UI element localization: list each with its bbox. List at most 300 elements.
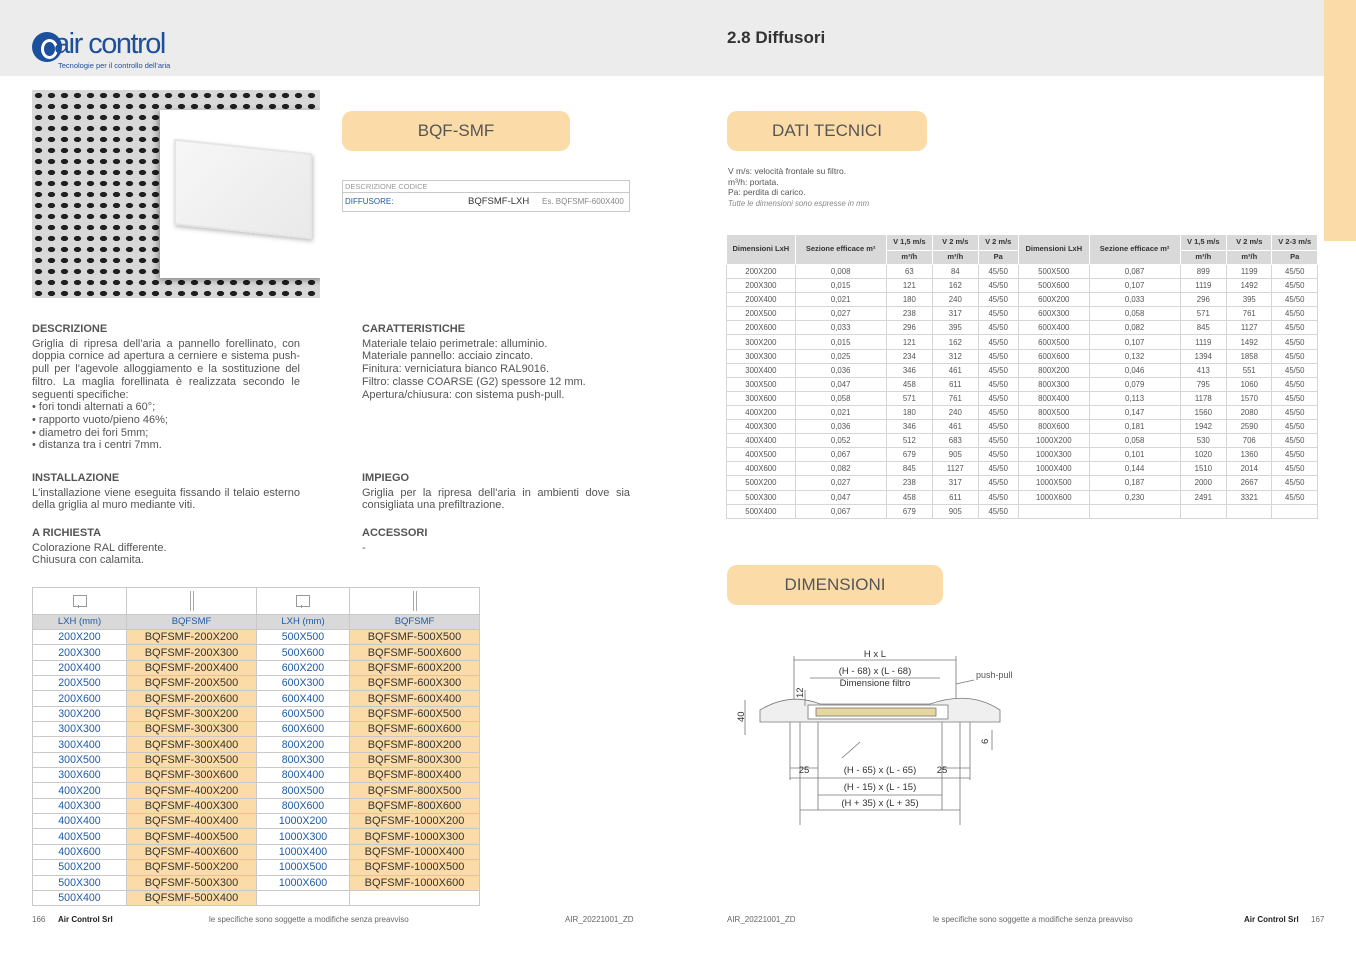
code-cell: BQFSMF-300X600 — [127, 768, 257, 783]
tech-cell: 200X400 — [727, 293, 796, 307]
dimension-cell: 600X500 — [257, 706, 350, 721]
tech-cell: 0,230 — [1089, 490, 1180, 504]
codes-table-row — [33, 890, 480, 905]
tech-cell: 761 — [1227, 307, 1272, 321]
header-band — [0, 0, 1356, 76]
tech-cell: 45/50 — [978, 293, 1018, 307]
dimension-cell: 500X300 — [33, 875, 127, 890]
dimension-cell: 300X600 — [33, 768, 127, 783]
tech-cell: 0,027 — [795, 476, 886, 490]
tech-cell: 296 — [1180, 293, 1226, 307]
tech-cell: 571 — [886, 391, 932, 405]
codes-table-row — [33, 783, 480, 798]
tech-cell: 0,052 — [795, 434, 886, 448]
tech-cell: 0,113 — [1089, 391, 1180, 405]
chapter-side-tab — [1324, 0, 1356, 241]
tech-cell: 512 — [886, 434, 932, 448]
dati-tecnici-badge: DATI TECNICI — [727, 111, 927, 151]
tech-cell: 45/50 — [978, 462, 1018, 476]
code-cell: BQFSMF-500X300 — [127, 875, 257, 890]
legend-pressure: Pa: perdita di carico. — [728, 187, 806, 197]
code-cell: BQFSMF-800X600 — [350, 798, 480, 813]
tech-header-cell: V 2 m/s — [933, 235, 978, 251]
tech-cell: 0,058 — [1089, 434, 1180, 448]
dim-label-outer: (H + 35) x (L + 35) — [841, 798, 919, 809]
tech-cell: 1510 — [1180, 462, 1226, 476]
code-cell: BQFSMF-800X500 — [350, 783, 480, 798]
tech-cell: 45/50 — [978, 476, 1018, 490]
tech-cell: 45/50 — [978, 377, 1018, 391]
tech-cell: 1570 — [1227, 391, 1272, 405]
descrizione-bullet: • fori tondi alternati a 60°; — [32, 401, 156, 414]
tech-cell: 1020 — [1180, 448, 1226, 462]
tech-header-cell: Sezione efficace m² — [1089, 235, 1180, 265]
dim-label-40: 40 — [736, 711, 747, 722]
installazione-title: INSTALLAZIONE — [32, 472, 120, 484]
tech-cell: 611 — [933, 490, 978, 504]
tech-cell: 1492 — [1227, 279, 1272, 293]
tech-cell: 0,021 — [795, 293, 886, 307]
tech-cell: 45/50 — [978, 504, 1018, 518]
frame-dimension-icon — [73, 595, 87, 607]
dimension-cell: 300X400 — [33, 737, 127, 752]
tech-cell: 2667 — [1227, 476, 1272, 490]
tech-cell: 0,015 — [795, 335, 886, 349]
legend-note: Tutte le dimensioni sono espresse in mm — [728, 198, 870, 208]
tech-cell: 45/50 — [1272, 476, 1318, 490]
product-photo — [32, 90, 320, 298]
tech-cell: 45/50 — [1272, 321, 1318, 335]
accessori-title: ACCESSORI — [362, 527, 428, 539]
tech-cell: 2590 — [1227, 420, 1272, 434]
tech-cell: 800X500 — [1018, 405, 1089, 419]
descrizione-bullet: • rapporto vuoto/pieno 46%; — [32, 413, 168, 426]
tech-table-row — [727, 335, 1318, 349]
tech-cell: 45/50 — [978, 405, 1018, 419]
tech-header-cell: V 1,5 m/s — [886, 235, 932, 251]
code-cell: BQFSMF-400X300 — [127, 798, 257, 813]
dimension-cell: 300X200 — [33, 706, 127, 721]
tech-cell: 0,033 — [795, 321, 886, 335]
code-cell: BQFSMF-300X300 — [127, 722, 257, 737]
caratteristiche-line: Finitura: verniciatura bianco RAL9016. — [362, 363, 550, 376]
dimension-cell: 600X400 — [257, 691, 350, 706]
tech-header-cell: V 2 m/s — [978, 235, 1018, 251]
tech-header-cell: Sezione efficace m² — [795, 235, 886, 265]
tech-cell — [1227, 504, 1272, 518]
tech-cell: 45/50 — [978, 349, 1018, 363]
tech-cell: 296 — [886, 321, 932, 335]
tech-header-cell: Dimensioni LxH — [1018, 235, 1089, 265]
dim-label-inner: (H - 65) x (L - 65) — [843, 765, 917, 776]
a-richiesta-title: A RICHIESTA — [32, 527, 102, 539]
dimension-cell: 1000X300 — [257, 829, 350, 844]
dimension-cell: 200X200 — [33, 630, 127, 645]
tech-cell: 317 — [933, 307, 978, 321]
tech-cell: 1000X400 — [1018, 462, 1089, 476]
tech-cell: 45/50 — [978, 420, 1018, 434]
dimension-cell: 400X600 — [33, 844, 127, 859]
tech-table-row — [727, 420, 1318, 434]
dimension-cell: 200X600 — [33, 691, 127, 706]
code-cell: BQFSMF-400X500 — [127, 829, 257, 844]
dim-label-25-right: 25 — [936, 765, 948, 776]
codes-table-row — [33, 768, 480, 783]
tech-cell: 400X400 — [727, 434, 796, 448]
codes-table-row — [33, 737, 480, 752]
impiego-section — [362, 472, 630, 512]
codes-table-row — [33, 706, 480, 721]
tech-cell: 800X300 — [1018, 377, 1089, 391]
tech-cell: 45/50 — [1272, 420, 1318, 434]
codes-table-row — [33, 676, 480, 691]
air-control-logo — [32, 30, 192, 74]
tech-cell: 1942 — [1180, 420, 1226, 434]
footer-left-notice: le specifiche sono soggette a modifiche senza preavviso — [209, 915, 409, 924]
tech-cell: 3321 — [1227, 490, 1272, 504]
codes-table-row — [33, 875, 480, 890]
product-name-badge: BQF-SMF — [342, 111, 570, 151]
tech-cell: 121 — [886, 335, 932, 349]
tech-cell: 0,067 — [795, 448, 886, 462]
tech-table-row — [727, 349, 1318, 363]
tech-table-row — [727, 391, 1318, 405]
tech-header-cell: V 2-3 m/s — [1272, 235, 1318, 251]
tech-cell: 0,025 — [795, 349, 886, 363]
tech-cell: 45/50 — [1272, 462, 1318, 476]
tech-cell: 1127 — [933, 462, 978, 476]
tech-cell: 1127 — [1227, 321, 1272, 335]
tech-cell: 45/50 — [1272, 434, 1318, 448]
tech-cell — [1272, 504, 1318, 518]
tech-cell: 45/50 — [978, 448, 1018, 462]
descrizione-section — [32, 323, 300, 452]
codes-header-cell: LXH (mm) — [33, 615, 127, 630]
tech-cell: 845 — [1180, 321, 1226, 335]
tech-cell: 1360 — [1227, 448, 1272, 462]
dimension-cell: 400X300 — [33, 798, 127, 813]
tech-cell: 679 — [886, 448, 932, 462]
dimension-cell: 600X200 — [257, 660, 350, 675]
dim-label-mid: (H - 15) x (L - 15) — [843, 782, 917, 793]
dimension-cell: 200X400 — [33, 660, 127, 675]
code-cell: BQFSMF-800X200 — [350, 737, 480, 752]
dimension-cell: 1000X400 — [257, 844, 350, 859]
tech-cell: 2000 — [1180, 476, 1226, 490]
tech-cell: 905 — [933, 448, 978, 462]
tech-cell: 180 — [886, 293, 932, 307]
tech-cell: 121 — [886, 279, 932, 293]
tech-cell: 0,144 — [1089, 462, 1180, 476]
tech-unit-cell: m³/h — [886, 251, 932, 265]
tech-cell: 45/50 — [1272, 377, 1318, 391]
dimension-cell: 600X600 — [257, 722, 350, 737]
dimension-cell: 800X400 — [257, 768, 350, 783]
tech-cell: 395 — [1227, 293, 1272, 307]
tech-cell: 0,047 — [795, 377, 886, 391]
code-cell: BQFSMF-200X300 — [127, 645, 257, 660]
code-cell: BQFSMF-600X200 — [350, 660, 480, 675]
accessori-section — [362, 527, 630, 554]
tech-cell: 1178 — [1180, 391, 1226, 405]
tech-cell: 800X400 — [1018, 391, 1089, 405]
tech-table-row — [727, 321, 1318, 335]
tech-cell — [1180, 504, 1226, 518]
tech-cell: 1000X600 — [1018, 490, 1089, 504]
tech-cell: 530 — [1180, 434, 1226, 448]
tech-cell: 45/50 — [978, 391, 1018, 405]
tech-cell: 1000X200 — [1018, 434, 1089, 448]
caratteristiche-line: Materiale pannello: acciaio zincato. — [362, 350, 534, 363]
dimension-cell: 1000X500 — [257, 860, 350, 875]
dimension-cell: 600X300 — [257, 676, 350, 691]
tech-cell: 300X300 — [727, 349, 796, 363]
dim-label-6: 6 — [980, 738, 991, 744]
tech-table-row — [727, 434, 1318, 448]
tech-cell: 45/50 — [978, 363, 1018, 377]
descrizione-text: Griglia di ripresa dell'aria a pannello forellinato, con doppia cornice ad apertura a cerniere e sistema push-pull per l'agevole alloggiamento e la sostituzione del filtro. La maglia forellinata è realizzata secondo le seguenti specifiche: — [32, 337, 300, 401]
tech-cell: 0,082 — [795, 462, 886, 476]
codes-table-row — [33, 691, 480, 706]
tech-cell: 899 — [1180, 265, 1226, 279]
tech-cell: 905 — [933, 504, 978, 518]
tech-cell: 800X600 — [1018, 420, 1089, 434]
caratteristiche-line: Apertura/chiusura: con sistema push-pull. — [362, 388, 565, 401]
section-title: 2.8 Diffusori — [727, 28, 826, 47]
grille-profile-icon — [413, 591, 417, 611]
dimension-cell: 400X200 — [33, 783, 127, 798]
code-cell: BQFSMF-400X200 — [127, 783, 257, 798]
code-cell: BQFSMF-600X400 — [350, 691, 480, 706]
tech-cell: 0,058 — [1089, 307, 1180, 321]
tech-cell: 761 — [933, 391, 978, 405]
code-box-code: BQFSMF-LXH — [468, 196, 530, 207]
tech-cell: 0,181 — [1089, 420, 1180, 434]
code-cell: BQFSMF-400X600 — [127, 844, 257, 859]
tech-table-row — [727, 279, 1318, 293]
footer-left-page: 166 — [32, 915, 46, 924]
dimension-cell: 500X500 — [257, 630, 350, 645]
tech-cell: 500X300 — [727, 490, 796, 504]
tech-cell: 500X500 — [1018, 265, 1089, 279]
tech-cell: 400X200 — [727, 405, 796, 419]
codes-table-row — [33, 860, 480, 875]
tech-cell: 238 — [886, 307, 932, 321]
tech-unit-cell: Pa — [978, 251, 1018, 265]
tech-cell: 45/50 — [1272, 307, 1318, 321]
tech-cell: 0,015 — [795, 279, 886, 293]
grille-profile-icon — [190, 591, 194, 611]
tech-cell: 300X500 — [727, 377, 796, 391]
code-cell: BQFSMF-1000X300 — [350, 829, 480, 844]
grille-icon — [174, 139, 312, 240]
tech-header-cell: V 2 m/s — [1227, 235, 1272, 251]
code-box-label: DIFFUSORE: — [345, 197, 394, 206]
tech-cell: 200X600 — [727, 321, 796, 335]
tech-cell: 45/50 — [1272, 293, 1318, 307]
tech-cell: 2014 — [1227, 462, 1272, 476]
frame-dimension-icon — [296, 595, 310, 607]
tech-cell: 461 — [933, 363, 978, 377]
tech-cell: 45/50 — [978, 307, 1018, 321]
tech-cell: 45/50 — [1272, 490, 1318, 504]
tech-cell: 1492 — [1227, 335, 1272, 349]
codes-table-row — [33, 722, 480, 737]
tech-cell: 0,087 — [1089, 265, 1180, 279]
codes-table-row — [33, 645, 480, 660]
technical-data-table — [726, 234, 1318, 519]
tech-cell: 45/50 — [1272, 349, 1318, 363]
code-cell: BQFSMF-1000X200 — [350, 814, 480, 829]
footer-left-code: AIR_20221001_ZD — [565, 915, 634, 924]
tech-cell: 600X400 — [1018, 321, 1089, 335]
dim-label-push-pull: push-pull — [976, 670, 1013, 680]
tech-cell: 461 — [933, 420, 978, 434]
tech-cell: 706 — [1227, 434, 1272, 448]
code-cell: BQFSMF-300X500 — [127, 752, 257, 767]
tech-cell: 45/50 — [978, 279, 1018, 293]
tech-header-cell: Dimensioni LxH — [727, 235, 796, 265]
tech-cell: 400X500 — [727, 448, 796, 462]
code-cell: BQFSMF-200X600 — [127, 691, 257, 706]
code-description-box — [342, 180, 630, 212]
dimension-cell: 800X500 — [257, 783, 350, 798]
tech-cell: 600X300 — [1018, 307, 1089, 321]
code-cell: BQFSMF-500X200 — [127, 860, 257, 875]
descrizione-title: DESCRIZIONE — [32, 323, 108, 335]
tech-cell: 0,008 — [795, 265, 886, 279]
tech-unit-cell: m³/h — [1227, 251, 1272, 265]
tech-cell: 200X200 — [727, 265, 796, 279]
tech-cell: 45/50 — [1272, 363, 1318, 377]
installazione-text: L'installazione viene eseguita fissando il telaio esterno della griglia al muro mediante viti. — [32, 486, 300, 512]
tech-cell: 0,107 — [1089, 279, 1180, 293]
codes-header-cell: LXH (mm) — [257, 615, 350, 630]
tech-table-row — [727, 462, 1318, 476]
caratteristiche-line: Materiale telaio perimetrale: alluminio. — [362, 337, 548, 350]
tech-cell: 600X600 — [1018, 349, 1089, 363]
tech-legend — [728, 166, 869, 209]
accessori-text: - — [362, 541, 366, 554]
tech-cell: 2080 — [1227, 405, 1272, 419]
tech-cell: 0,047 — [795, 490, 886, 504]
tech-table-row — [727, 265, 1318, 279]
tech-cell: 0,147 — [1089, 405, 1180, 419]
tech-cell: 63 — [886, 265, 932, 279]
code-cell: BQFSMF-500X600 — [350, 645, 480, 660]
tech-cell: 1394 — [1180, 349, 1226, 363]
tech-cell: 0,027 — [795, 307, 886, 321]
codes-table-row — [33, 814, 480, 829]
tech-table-row — [727, 377, 1318, 391]
codes-header-cell: BQFSMF — [350, 615, 480, 630]
tech-cell: 0,033 — [1089, 293, 1180, 307]
tech-cell: 1199 — [1227, 265, 1272, 279]
code-cell: BQFSMF-600X300 — [350, 676, 480, 691]
code-cell: BQFSMF-200X400 — [127, 660, 257, 675]
legend-velocity: V m/s: velocità frontale su filtro. — [728, 166, 847, 176]
tech-cell: 45/50 — [978, 335, 1018, 349]
tech-cell: 0,067 — [795, 504, 886, 518]
code-cell: BQFSMF-800X400 — [350, 768, 480, 783]
tech-unit-cell: m³/h — [933, 251, 978, 265]
code-cell: BQFSMF-1000X600 — [350, 875, 480, 890]
tech-table-row — [727, 476, 1318, 490]
code-cell: BQFSMF-200X200 — [127, 630, 257, 645]
tech-unit-cell: Pa — [1272, 251, 1318, 265]
dim-label-12: 12 — [795, 687, 806, 698]
tech-cell: 312 — [933, 349, 978, 363]
tech-cell: 0,101 — [1089, 448, 1180, 462]
tech-cell: 0,132 — [1089, 349, 1180, 363]
tech-unit-cell: m³/h — [1180, 251, 1226, 265]
tech-cell: 0,107 — [1089, 335, 1180, 349]
tech-cell: 845 — [886, 462, 932, 476]
tech-cell: 0,058 — [795, 391, 886, 405]
tech-cell: 1119 — [1180, 279, 1226, 293]
tech-cell: 1560 — [1180, 405, 1226, 419]
code-box-example: Es. BQFSMF-600X400 — [542, 197, 624, 206]
a-richiesta-line: Chiusura con calamita. — [32, 554, 144, 567]
tech-cell: 1000X500 — [1018, 476, 1089, 490]
footer-right-code: AIR_20221001_ZD — [727, 915, 796, 924]
codes-table-row — [33, 752, 480, 767]
tech-cell — [1018, 504, 1089, 518]
product-codes-table — [32, 587, 480, 906]
product-panel-image — [160, 110, 320, 278]
logo-tagline: Tecnologie per il controllo dell'aria — [58, 61, 171, 70]
impiego-title: IMPIEGO — [362, 472, 410, 484]
tech-table-row — [727, 490, 1318, 504]
code-cell: BQFSMF-200X500 — [127, 676, 257, 691]
tech-cell: 0,046 — [1089, 363, 1180, 377]
legend-flow: m³/h: portata. — [728, 176, 779, 187]
dimension-cell: 200X500 — [33, 676, 127, 691]
code-cell: BQFSMF-300X200 — [127, 706, 257, 721]
dimension-cell: 1000X600 — [257, 875, 350, 890]
tech-cell: 611 — [933, 377, 978, 391]
tech-cell: 800X200 — [1018, 363, 1089, 377]
dimension-cell: 500X200 — [33, 860, 127, 875]
tech-cell: 458 — [886, 490, 932, 504]
code-cell: BQFSMF-500X500 — [350, 630, 480, 645]
tech-cell: 795 — [1180, 377, 1226, 391]
tech-cell: 45/50 — [1272, 405, 1318, 419]
tech-cell: 200X500 — [727, 307, 796, 321]
tech-table-row — [727, 504, 1318, 518]
codes-table-row — [33, 660, 480, 675]
dim-label-hxl: H x L — [863, 649, 887, 660]
code-cell: BQFSMF-600X500 — [350, 706, 480, 721]
logo-word: air control — [54, 28, 165, 60]
tech-cell: 300X600 — [727, 391, 796, 405]
dimension-cell: 800X200 — [257, 737, 350, 752]
tech-cell: 45/50 — [978, 490, 1018, 504]
caratteristiche-title: CARATTERISTICHE — [362, 323, 466, 335]
tech-cell: 317 — [933, 476, 978, 490]
tech-cell: 395 — [933, 321, 978, 335]
dimension-cell: 500X400 — [33, 890, 127, 905]
footer-right-notice: le specifiche sono soggette a modifiche senza preavviso — [933, 915, 1133, 924]
tech-cell: 0,079 — [1089, 377, 1180, 391]
tech-cell: 400X600 — [727, 462, 796, 476]
a-richiesta-line: Colorazione RAL differente. — [32, 541, 167, 554]
tech-cell: 1060 — [1227, 377, 1272, 391]
dimension-cell: 300X500 — [33, 752, 127, 767]
tech-cell: 180 — [886, 405, 932, 419]
tech-cell: 0,187 — [1089, 476, 1180, 490]
tech-cell: 500X600 — [1018, 279, 1089, 293]
